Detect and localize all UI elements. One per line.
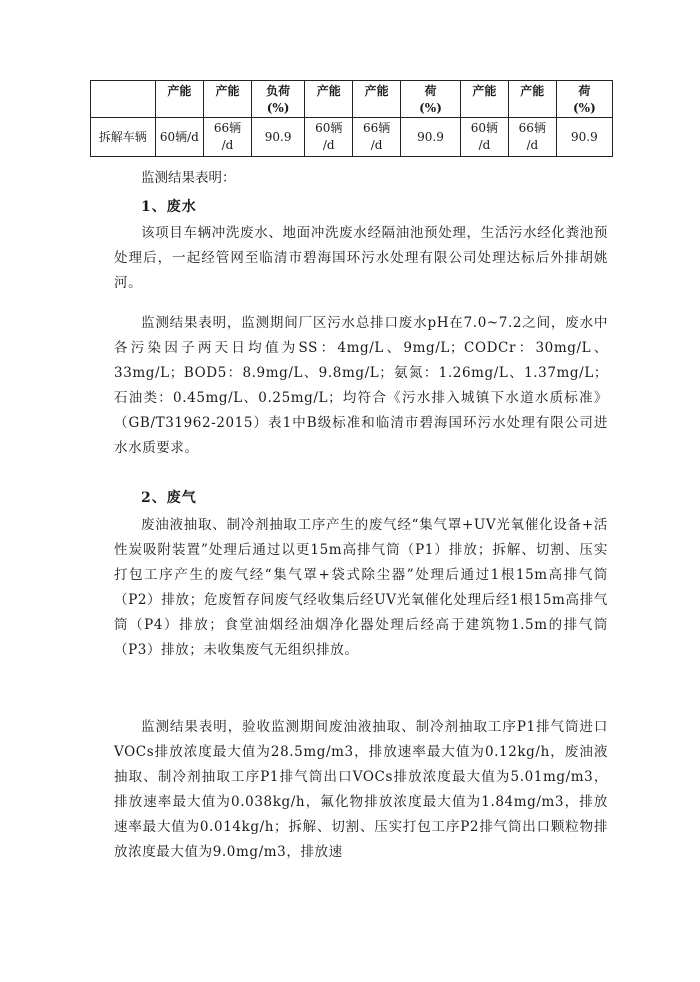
table-header-cell: 产能 — [353, 81, 401, 118]
table-cell: 60辆/d — [155, 118, 203, 157]
section-heading-water: 1、废水 — [141, 199, 197, 215]
intro-text: 监测结果表明： — [141, 170, 236, 186]
table-cell: 90.9 — [556, 118, 612, 157]
table-header-cell: 产能 — [204, 81, 252, 118]
table-header-cell: 产能 — [460, 81, 508, 118]
table-header-cell: 负荷 (%) — [251, 81, 304, 118]
table-cell: 90.9 — [401, 118, 461, 157]
table-cell: 60辆 /d — [460, 118, 508, 157]
table-header-cell: 产能 — [305, 81, 353, 118]
table-header-cell: 荷 (%) — [556, 81, 612, 118]
table-cell: 66辆 /d — [204, 118, 252, 157]
paragraph-gas-treatment: 废油液抽取、制冷剂抽取工序产生的废气经“集气罩+UV光氧催化设备+活性炭吸附装置”处理后通过以更15m高排气筒（P1）排放；拆解、切割、压实打包工序产生的废气经“集气罩+袋式除尘器”处理后通过1根15m高排气筒（P2）排放；危废暂存间废气经收集后经UV光氧催化处理后经1根15m高排气筒（P4）排放；食堂油烟经油烟净化器处理后经高于建筑物1.5m的排气筒（P3）排放；未收集废气无组织排放。 — [114, 517, 608, 658]
table-cell: 60辆 /d — [305, 118, 353, 157]
table-header-row — [91, 81, 613, 118]
table-header-cell: 荷 (%) — [401, 81, 461, 118]
capacity-table — [90, 80, 613, 157]
section-heading-gas: 2、废气 — [141, 490, 197, 506]
table-row — [91, 118, 613, 157]
table-cell: 66辆 /d — [353, 118, 401, 157]
table-header-cell: 产能 — [155, 81, 203, 118]
paragraph-water-results: 监测结果表明，监测期间厂区污水总排口废水pH在7.0~7.2之间，废水中各污染因子两天日均值为SS：4mg/L、9mg/L；CODCr：30mg/L、33mg/L；BOD5：8.9mg/L、9.8mg/L；氨氮：1.26mg/L、1.37mg/L；石油类：0.45mg/L、0.25mg/L；均符合《污水排入城镇下水道水质标准》（GB/T31962-2015）表1中B级标准和临清市碧海国环污水处理有限公司进水水质要求。 — [114, 315, 608, 456]
table-header-cell — [91, 81, 156, 118]
paragraph-gas-results: 监测结果表明，验收监测期间废油液抽取、制冷剂抽取工序P1排气筒进口VOCs排放浓度最大值为28.5mg/m3，排放速率最大值为0.12kg/h，废油液抽取、制冷剂抽取工序P1排气筒出口VOCs排放浓度最大值为5.01mg/m3，排放速率最大值为0.038kg/h，氟化物排放浓度最大值为1.84mg/m3，排放速率最大值为0.014kg/h；拆解、切割、压实打包工序P2排气筒出口颗粒物排放浓度最大值为9.0mg/m3，排放速 — [114, 719, 608, 860]
table-cell: 66辆 /d — [508, 118, 556, 157]
table-cell: 拆解车辆 — [91, 118, 156, 157]
paragraph-water-treatment: 该项目车辆冲洗废水、地面冲洗废水经隔油池预处理，生活污水经化粪池预处理后，一起经管网至临清市碧海国环污水处理有限公司处理达标后外排胡姚河。 — [114, 225, 608, 291]
table-header-cell: 产能 — [508, 81, 556, 118]
table-cell: 90.9 — [251, 118, 304, 157]
